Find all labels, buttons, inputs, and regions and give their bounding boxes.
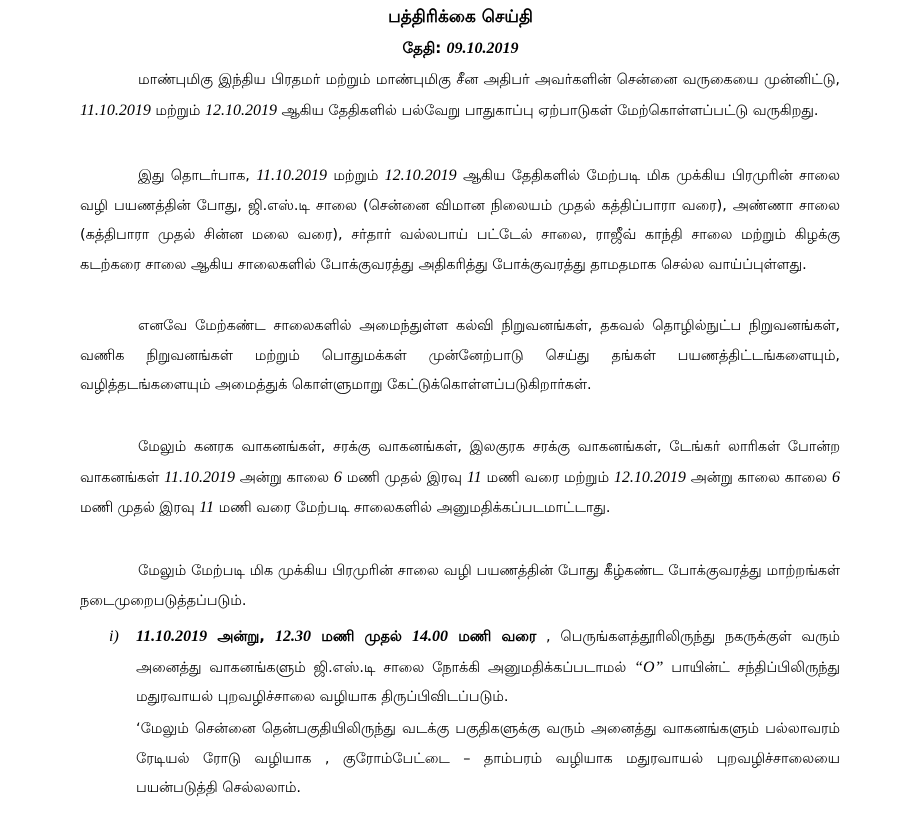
paragraph-4 xyxy=(80,433,840,524)
p2-date-1: 11.10.2019 xyxy=(256,167,328,184)
list-bold-text-3: மணி வரை xyxy=(448,629,537,645)
p4-num-4: 11 xyxy=(199,499,215,516)
list-bold-text-1: அன்று, xyxy=(207,629,276,645)
p4-num-2: 11 xyxy=(466,468,482,486)
list-text-2: பாயின்ட் சந்திப்பிலிருந்து மதுரவாயல் புறவழிச்சாலை வழியாக திருப்பிவிடப்படும். xyxy=(136,659,840,705)
p2-text-a: இது தொடர்பாக, xyxy=(138,168,257,184)
p1-date-2: 12.10.2019 xyxy=(204,101,277,119)
p1-text-a: மாண்புமிகு இந்திய பிரதமர் மற்றும் மாண்புமிகு சீன அதிபர் அவர்களின் சென்னை வருகையை முன்னிட்டு, xyxy=(138,72,840,88)
list-quote: “O” xyxy=(634,658,664,676)
p2-text-c: ஆகிய தேதிகளில் மேற்படி மிக முக்கிய பிரமுரின் சாலை வழி பயணத்தின் போது, ஜி.எஸ்.டி சாலை (சென்னை விமான நிலையம் முதல் கத்திப்பாரா வரை), அண்ணா சாலை (கத்திபாரா முதல் சின்ன மலை வரை), சர்தார் வல்லபாய் பட்டேல் சாலை, ராஜீவ் காந்தி சாலை மற்றும் கிழக்கு கடற்கரை சாலை ஆகிய சாலைகளில் போக்குவரத்து அதிகரித்து போக்குவரத்து தாமதமாக செல்ல வாய்ப்புள்ளது. xyxy=(80,168,840,273)
paragraph-1 xyxy=(80,66,840,126)
list-marker: i) xyxy=(109,628,119,645)
p4-text-d: மணி வரை மற்றும் xyxy=(481,469,614,486)
date-label: தேதி: xyxy=(402,39,447,57)
document-date xyxy=(0,36,921,61)
list-bold-text-2: மணி முதல் xyxy=(311,629,412,645)
p4-text-g: மணி வரை மேற்படி சாலைகளில் அனுமதிக்கப்படமாட்டாது. xyxy=(214,500,611,516)
paragraph-5: மேலும் மேற்படி மிக முக்கிய பிரமுரின் சாலை வழி பயணத்தின் போது கீழ்கண்ட போக்குவரத்து மாற்றங்கள் நடைமுறைபடுத்தப்படும். xyxy=(80,563,840,609)
paragraph-3: எனவே மேற்கண்ட சாலைகளில் அமைந்துள்ள கல்வி நிறுவனங்கள், தகவல் தொழில்நுட்ப நிறுவனங்கள், வணிக நிறுவனங்கள் மற்றும் பொதுமக்கள் முன்னேற்பாடு செய்து தங்கள் பயணத்திட்டங்களையும், வழித்தடங்களையும் அமைத்துக் கொள்ளுமாறு கேட்டுக்கொள்ளப்படுகிறார்கள். xyxy=(80,318,840,393)
p4-text-c: மணி முதல் இரவு xyxy=(341,469,467,486)
p4-date-1: 11.10.2019 xyxy=(164,468,235,486)
list-item-1 xyxy=(136,622,840,713)
p1-text-b: மற்றும் xyxy=(150,102,205,119)
date-value: 09.10.2019 xyxy=(446,40,519,57)
p2-text-b: மற்றும் xyxy=(327,168,385,184)
document-title: பத்திரிக்கை செய்தி xyxy=(388,7,533,27)
p4-date-2: 12.10.2019 xyxy=(613,468,686,486)
list-note: ‘மேலும் சென்னை தென்பகுதியிலிருந்து வடக்கு பகுதிகளுக்கு வரும் அனைத்து வாகனங்களும் பல்லாவரம் ரேடியல் ரோடு வழியாக , குரோம்பேட்டை – தாம்பரம் வழியாக மதுரவாயல் புறவழிச்சாலையை பயன்படுத்தி செல்லலாம். xyxy=(136,721,840,796)
list-bold-time-1: 12.30 xyxy=(275,628,312,645)
paragraph-2 xyxy=(80,161,840,280)
p4-text-a: மேலும் கனரக வாகனங்கள், சரக்கு வாகனங்கள், இலகுரக சரக்கு வாகனங்கள், டேங்கர் லாரிகள் போன்ற வாகனங்கள் xyxy=(80,439,840,486)
p4-text-e: அன்று காலை காலை xyxy=(685,469,832,486)
list-text-1: , பெருங்களத்தூரிலிருந்து நகருக்குள் வரும் அனைத்து வாகனங்களும் ஜி.எஸ்.டி சாலை நோக்கி அனுமதிக்கப்படாமல் xyxy=(136,629,841,676)
p4-text-b: அன்று காலை xyxy=(234,469,334,486)
list-bold-time-2: 14.00 xyxy=(412,628,448,645)
list-bold-date: 11.10.2019 xyxy=(136,628,208,645)
p4-num-1: 6 xyxy=(333,468,342,486)
p1-text-c: ஆகிய தேதிகளில் பல்வேறு பாதுகாப்பு ஏற்பாடுகள் மேற்கொள்ளப்பட்டு வருகிறது. xyxy=(276,102,819,119)
p1-date-1: 11.10.2019 xyxy=(80,101,151,119)
p4-text-f: மணி முதல் இரவு xyxy=(80,500,200,516)
p4-num-3: 6 xyxy=(831,468,840,486)
p2-date-2: 12.10.2019 xyxy=(384,167,457,184)
